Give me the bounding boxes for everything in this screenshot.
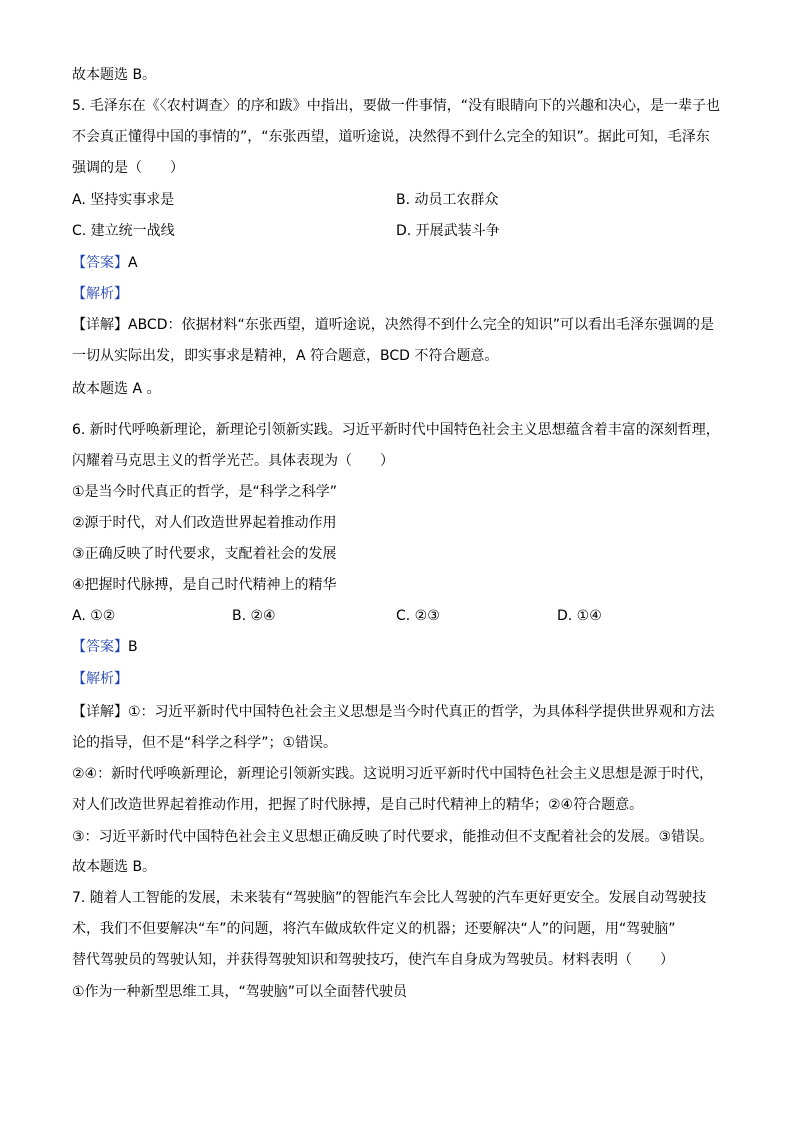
q5-detail-text-1: ABCD：依据材料“东张西望，道听途说，决然得不到什么完全的知识”可以看出毛泽东强调的是 (128, 317, 714, 333)
detail-tag: 【详解】 (72, 317, 128, 333)
q6-detail-line-2: 论的指导，但不是“科学之科学”；①错误。 (72, 735, 338, 751)
q6-detail-line-3: ②④：新时代呼唤新理论，新理论引领新实践。这说明习近平新时代中国特色社会主义思想是源于时代， (72, 766, 714, 782)
q6-option-b: B. ②④ (232, 608, 276, 624)
q5-stem-line-2: 不会真正懂得中国的事情的”，“东张西望，道听途说，决然得不到什么完全的知识”。据此可知，毛泽东 (72, 129, 710, 145)
q6-answer: B (128, 639, 138, 655)
q6-detail-line-4: 对人们改造世界起着推动作用，把握了时代脉搏，是自己时代精神上的精华；②④符合题意。 (72, 797, 644, 813)
q5-detail-line-1 (72, 315, 714, 335)
q7-item-1: ①作为一种新型思维工具，“驾驶脑”可以全面替代驶员 (72, 984, 408, 1000)
q6-option-d: D. ①④ (557, 608, 602, 624)
q6-item-1: ①是当今时代真正的哲学，是“科学之科学” (72, 484, 338, 500)
q5-answer-line (72, 253, 138, 273)
q6-item-2: ②源于时代，对人们改造世界起着推动作用 (72, 515, 337, 531)
q5-option-c: C. 建立统一战线 (72, 223, 175, 239)
q5-stem-line-3: 强调的是（ ） (72, 160, 184, 176)
q7-stem-line-2: 术，我们不但要解决“车”的问题，将汽车做成软件定义的机器；还要解决“人”的问题，用“驾驶脑” (72, 921, 676, 937)
q6-stem-line-2: 闪耀着马克思主义的哲学光芒。具体表现为（ ） (72, 453, 394, 469)
q5-stem-line-1: 5. 毛泽东在《〈农村调查〉的序和跋》中指出，要做一件事情，“没有眼睛向下的兴趣和决心，是一辈子也 (72, 98, 721, 114)
q5-analysis-tag (72, 284, 128, 304)
q6-detail-line-5: ③：习近平新时代中国特色社会主义思想正确反映了时代要求，能推动但不支配着社会的发展。③错误。 (72, 829, 714, 845)
answer-tag: 【答案】 (72, 255, 128, 271)
q5-detail-line-2: 一切从实际出发，即实事求是精神，A 符合题意，BCD 不符合题意。 (72, 348, 499, 364)
q5-answer: A (128, 255, 138, 271)
q4-conclusion: 故本题选 B。 (72, 67, 157, 83)
q5-conclusion: 故本题选 A 。 (72, 381, 161, 397)
q6-stem-line-1: 6. 新时代呼唤新理论，新理论引领新实践。习近平新时代中国特色社会主义思想蕴含着丰富的深刻哲理， (72, 422, 720, 438)
q6-answer-line (72, 637, 138, 657)
analysis-tag: 【解析】 (72, 286, 128, 302)
q6-analysis-tag (72, 669, 128, 689)
q5-option-d: D. 开展武装斗争 (396, 223, 500, 239)
q6-item-3: ③正确反映了时代要求，支配着社会的发展 (72, 546, 337, 562)
q7-stem-line-3: 替代驾驶员的驾驶认知，并获得驾驶知识和驾驶技巧，使汽车自身成为驾驶员。材料表明（ ） (72, 952, 674, 968)
answer-tag: 【答案】 (72, 639, 128, 655)
q5-option-a: A. 坚持实事求是 (72, 192, 175, 208)
q6-detail-text-1: ①：习近平新时代中国特色社会主义思想是当今时代真正的哲学，为具体科学提供世界观和方法 (128, 704, 715, 720)
q5-option-b: B. 动员工农群众 (396, 192, 499, 208)
q6-option-c: C. ②③ (396, 608, 440, 624)
q6-detail-line-1 (72, 702, 715, 722)
analysis-tag: 【解析】 (72, 671, 128, 687)
detail-tag: 【详解】 (72, 704, 128, 720)
q6-item-4: ④把握时代脉搏，是自己时代精神上的精华 (72, 577, 337, 593)
q6-conclusion: 故本题选 B。 (72, 859, 157, 875)
q6-option-a: A. ①② (72, 608, 116, 624)
q7-stem-line-1: 7. 随着人工智能的发展，未来装有“驾驶脑”的智能汽车会比人驾驶的汽车更好更安全。发展自动驾驶技 (72, 890, 707, 906)
